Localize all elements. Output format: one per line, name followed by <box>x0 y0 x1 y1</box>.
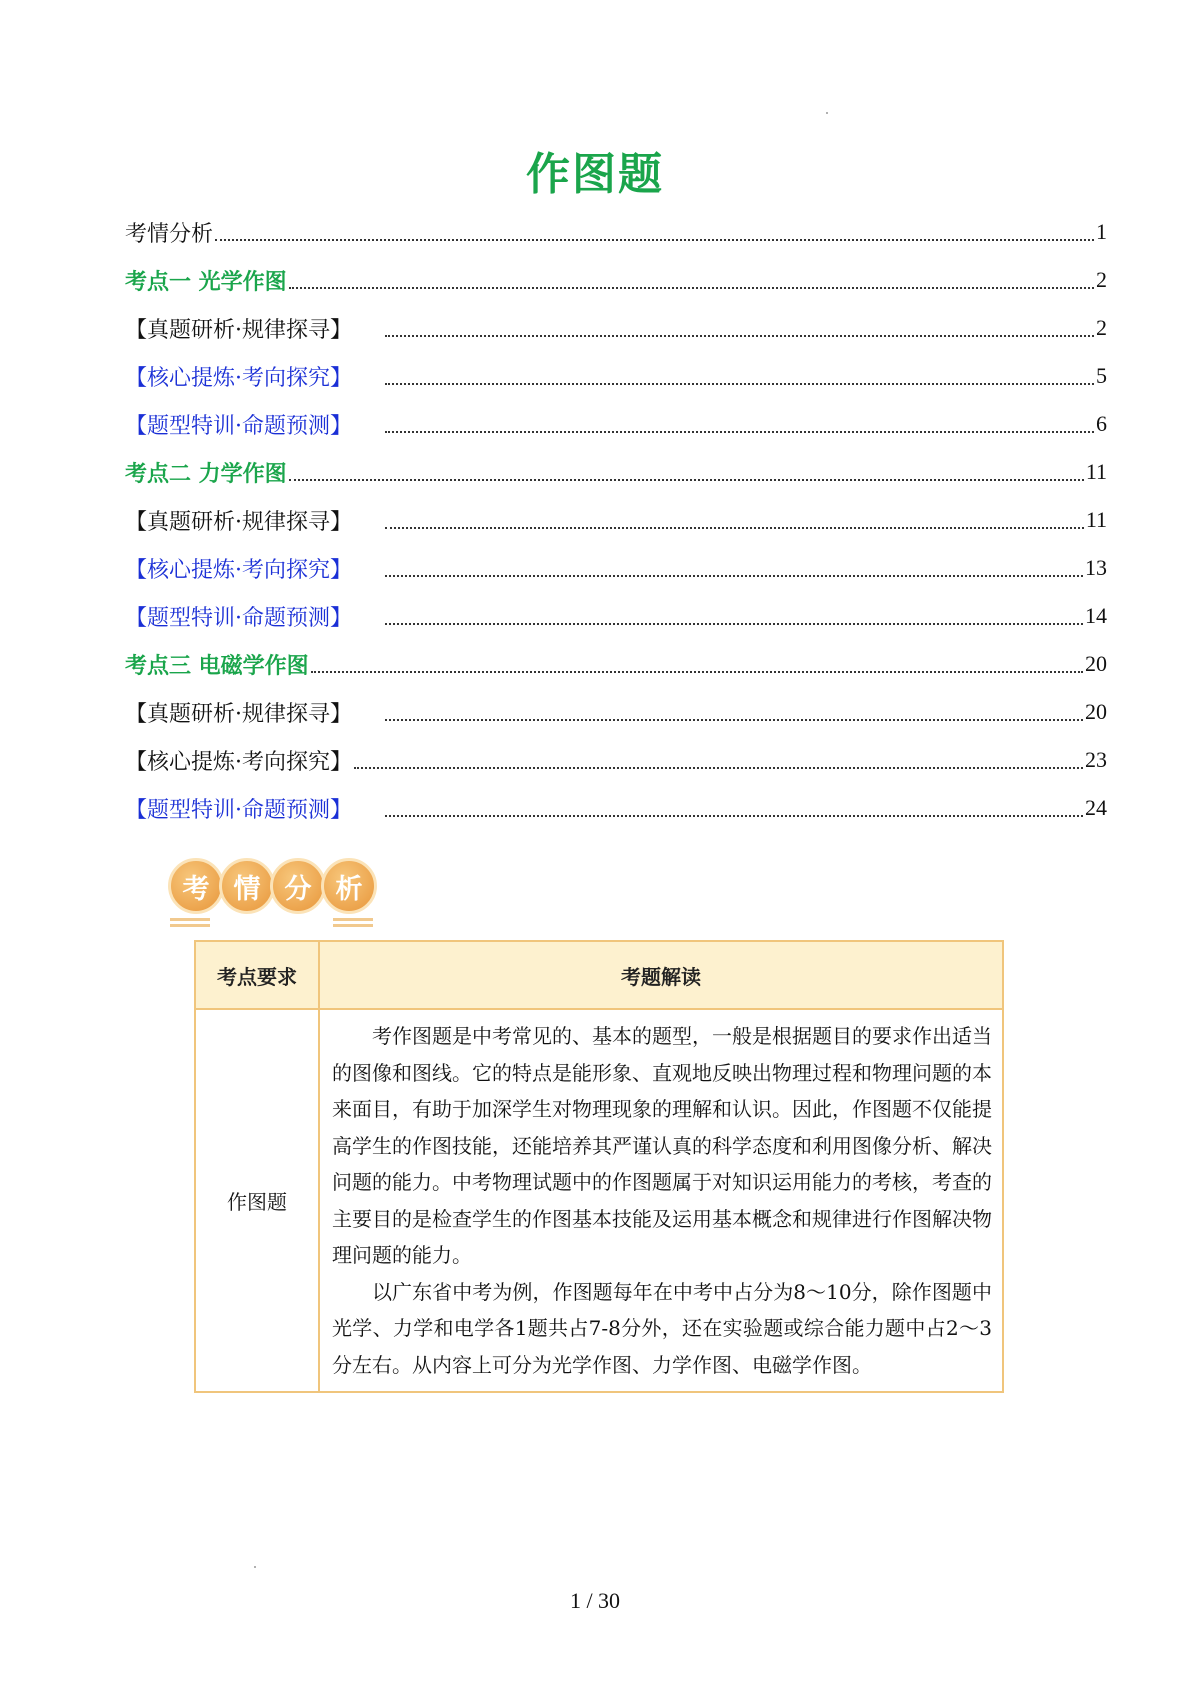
paragraph: 以广东省中考为例，作图题每年在中考中占分为8～10分，除作图题中光学、力学和电学各1题共占7-8分外，还在实验题或综合能力题中占2～3分左右。从内容上可分为光学作图、力学作图、电磁学作图。 <box>332 1279 992 1377</box>
toc-entry-label: 【题型特训·命题预测】 <box>125 797 352 823</box>
toc-entry-label: 考点一 光学作图 <box>125 269 287 295</box>
toc-entry-page: 2 <box>1096 267 1107 292</box>
banner-circle: 析 <box>321 858 377 914</box>
toc-entry[interactable] <box>125 592 1107 640</box>
toc-entry[interactable] <box>125 448 1107 496</box>
table-of-contents <box>125 208 1107 832</box>
table-header-row <box>195 941 1003 1009</box>
toc-entry-page: 20 <box>1085 651 1107 676</box>
toc-entry-label: 考情分析 <box>125 221 214 247</box>
toc-entry-label: 【真题研析·规律探寻】 <box>125 317 352 343</box>
toc-leader-dots <box>385 719 1083 721</box>
banner-underline <box>333 924 373 927</box>
toc-entry-page: 13 <box>1085 555 1107 580</box>
toc-entry[interactable] <box>125 256 1107 304</box>
toc-leader-dots <box>385 383 1094 385</box>
toc-entry-page: 11 <box>1085 459 1107 484</box>
toc-leader-dots <box>215 239 1094 241</box>
toc-entry[interactable] <box>125 496 1107 544</box>
toc-entry-page: 23 <box>1085 747 1107 772</box>
page-number: 1 / 30 <box>569 1588 621 1613</box>
toc-entry[interactable] <box>125 640 1107 688</box>
toc-leader-dots <box>385 623 1083 625</box>
table-header-requirement: 考点要求 <box>195 941 319 1009</box>
toc-entry[interactable] <box>125 544 1107 592</box>
toc-entry-label: 【核心提炼·考向探究】 <box>125 749 352 775</box>
toc-entry-label: 【核心提炼·考向探究】 <box>125 557 352 583</box>
toc-leader-dots <box>385 431 1094 433</box>
toc-entry[interactable] <box>125 208 1107 256</box>
table-cell-text <box>319 1009 1003 1392</box>
toc-leader-dots <box>311 671 1083 673</box>
toc-leader-dots <box>385 335 1094 337</box>
toc-leader-dots <box>289 287 1094 289</box>
toc-entry-page: 24 <box>1085 795 1107 820</box>
toc-entry-label: 考点二 力学作图 <box>125 461 287 487</box>
toc-entry-label: 【核心提炼·考向探究】 <box>125 365 352 391</box>
banner-circle: 考 <box>168 858 224 914</box>
table-cell-label: 作图题 <box>195 1009 319 1392</box>
toc-leader-dots <box>289 479 1084 481</box>
speck-mark <box>826 112 828 114</box>
banner-circle: 情 <box>219 858 275 914</box>
banner-circle: 分 <box>270 858 326 914</box>
toc-entry-label: 【真题研析·规律探寻】 <box>125 509 352 535</box>
toc-entry-page: 11 <box>1085 507 1107 532</box>
toc-entry[interactable] <box>125 352 1107 400</box>
toc-entry-label: 考点三 电磁学作图 <box>125 653 309 679</box>
toc-leader-dots <box>354 767 1083 769</box>
toc-entry[interactable] <box>125 736 1107 784</box>
toc-entry-page: 20 <box>1085 699 1107 724</box>
paragraph: 考作图题是中考常见的、基本的题型，一般是根据题目的要求作出适当的图像和图线。它的特点是能形象、直观地反映出物理过程和物理问题的本来面目，有助于加深学生对物理现象的理解和认识。因此，作图题不仅能提高学生的作图技能，还能培养其严谨认真的科学态度和利用图像分析、解决问题的能力。中考物理试题中的作图题属于对知识运用能力的考核，考查的主要目的是检查学生的作图基本技能及运用基本概念和规律进行作图解决物理问题的能力。 <box>332 1024 992 1267</box>
toc-entry[interactable] <box>125 400 1107 448</box>
toc-entry-label: 【题型特训·命题预测】 <box>125 605 352 631</box>
analysis-table <box>194 940 1004 1393</box>
banner-underline <box>333 918 373 921</box>
toc-entry-label: 【题型特训·命题预测】 <box>125 413 352 439</box>
toc-leader-dots <box>385 815 1083 817</box>
table-header-interpretation: 考题解读 <box>319 941 1003 1009</box>
toc-leader-dots <box>385 575 1083 577</box>
toc-entry[interactable] <box>125 304 1107 352</box>
banner-underline <box>170 924 210 927</box>
toc-entry-page: 1 <box>1096 219 1107 244</box>
banner-underline <box>170 918 210 921</box>
toc-entry-page: 14 <box>1085 603 1107 628</box>
section-banner <box>168 858 383 928</box>
toc-entry-page: 2 <box>1096 315 1107 340</box>
toc-leader-dots <box>385 527 1084 529</box>
speck-mark <box>254 1566 256 1568</box>
toc-entry-label: 【真题研析·规律探寻】 <box>125 701 352 727</box>
toc-entry-page: 6 <box>1096 411 1107 436</box>
toc-entry[interactable] <box>125 688 1107 736</box>
table-row <box>195 1009 1003 1392</box>
toc-entry[interactable] <box>125 784 1107 832</box>
page-title: 作图题 <box>526 149 664 200</box>
toc-entry-page: 5 <box>1096 363 1107 388</box>
